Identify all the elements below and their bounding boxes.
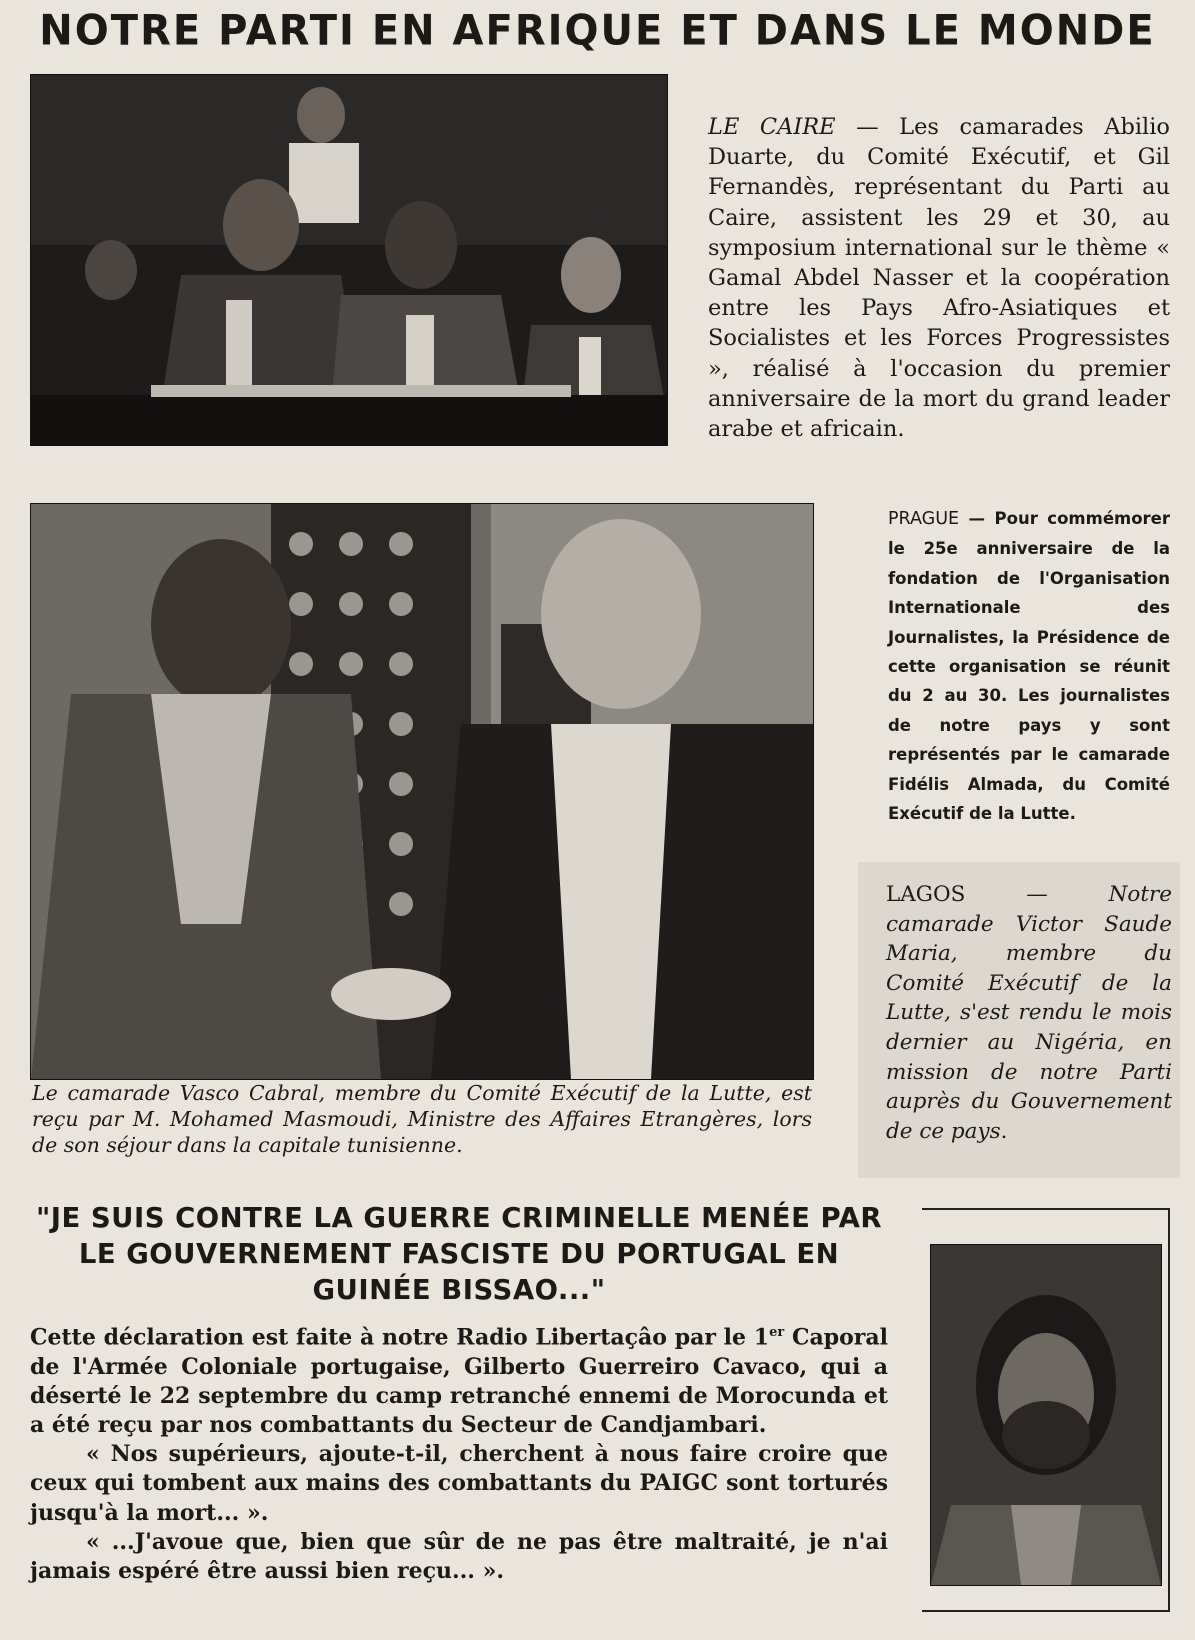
photo-handshake-tunis (30, 503, 814, 1080)
city-label-prague: PRAGUE (888, 509, 960, 529)
news-item-cairo (708, 112, 1170, 444)
news-text-cairo: — Les camarades Abilio Duarte, du Comité Exécutif, et Gil Fernandès, représentant du Parti au Caire, assistent les 29 et 30, au symposium international sur le thème « Gamal Abdel Nasser et la coopération entre les Pays Afro-Asiatiques et Socialistes et les Forces Progressistes », réalisé à l'occasion du premier anniversaire de la mort du grand leader arabe et africain. (708, 114, 1170, 443)
news-item-lagos (886, 880, 1172, 1146)
article-p1-superscript: er (769, 1325, 785, 1340)
article-body (30, 1318, 888, 1586)
article-p1-end: Caporal de l'Armée Coloniale portugaise, Gilberto Guerreiro Cavaco, qui a déserté le 22 septembre du camp retranché ennemi de Morocunda et a été reçu par nos combattants du Secteur de Candjambari. (30, 1324, 888, 1438)
article-paragraph-1 (30, 1318, 888, 1440)
article-paragraph-3: « ...J'avoue que, bien que sûr de ne pas être maltraité, je n'ai jamais espéré être aussi bien reçu... ». (30, 1528, 888, 1584)
news-text-lagos: — Notre camarade Victor Saude Maria, membre du Comité Exécutif de la Lutte, s'est rendu le mois dernier au Nigéria, en mission de notre Parti auprès du Gouvernement de ce pays. (886, 882, 1172, 1144)
page-headline: NOTRE PARTI EN AFRIQUE ET DANS LE MONDE (39, 6, 1156, 56)
city-label-lagos: LAGOS (886, 882, 966, 907)
news-text-prague: — Pour commémorer le 25e anniversaire de la fondation de l'Organisation Internationale des Journalistes, la Présidence de cette organisation se réunit du 2 au 30. Les journalistes de notre pays y sont représentés par le camarade Fidélis Almada, du Comité Exécutif de la Lutte. (888, 509, 1170, 824)
city-label-cairo: LE CAIRE (708, 114, 836, 140)
photo-cairo-symposium (30, 74, 668, 446)
article-p1-start: Cette déclaration est faite à notre Radio Libertaçâo par le 1 (30, 1324, 770, 1351)
photo-deserter-portrait (930, 1244, 1162, 1586)
photo-caption: Le camarade Vasco Cabral, membre du Comité Exécutif de la Lutte, est reçu par M. Mohamed Masmoudi, Ministre des Affaires Etrangères, lors de son séjour dans la capitale tunisienne. (32, 1081, 812, 1157)
article-paragraph-2: « Nos supérieurs, ajoute-t-il, cherchent à nous faire croire que ceux qui tombent aux mains des combattants du PAIGC sont torturés jusqu'à la mort... ». (30, 1441, 888, 1526)
article-headline: "JE SUIS CONTRE LA GUERRE CRIMINELLE MENÉE PAR LE GOUVERNEMENT FASCISTE DU PORTUGAL EN GUINÉE BISSAO..." (35, 1202, 883, 1306)
news-item-prague (888, 504, 1170, 828)
